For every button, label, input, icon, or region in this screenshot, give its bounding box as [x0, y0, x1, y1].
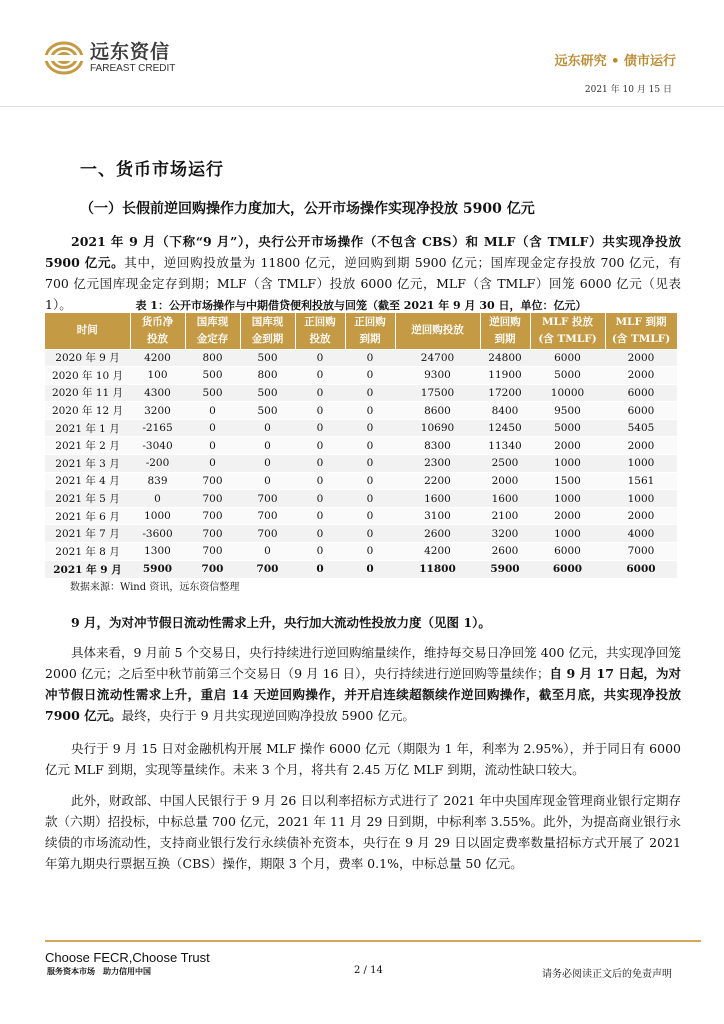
table-cell: 1000: [605, 490, 677, 508]
table-cell: 0: [295, 367, 345, 385]
table-row: [45, 349, 677, 367]
table-cell: 2021 年 1 月: [45, 419, 130, 437]
table-cell: 8400: [480, 402, 530, 420]
table-cell: 0: [345, 349, 395, 367]
table-cell: 500: [240, 349, 295, 367]
table-row: [45, 525, 677, 543]
table-cell: 500: [240, 402, 295, 420]
table-caption: 表 1：公开市场操作与中期借贷便利投放与回笼（截至 2021 年 9 月 30 日，单位：亿元）: [135, 299, 587, 312]
column-header: 逆回购到期: [480, 313, 530, 349]
table-cell: 839: [130, 472, 185, 490]
table-cell: 2000: [605, 367, 677, 385]
para3-a: 具体来看，9 月前 5 个交易日，央行持续进行逆回购缩量续作，维持每交易日净回笼 400 亿元，共实现净回笼 2000 亿元；之后至中秋节前第三个交易日（9 月 16 日），央行持续进行逆回购等量续作；: [45, 645, 681, 681]
table-cell: 700: [185, 490, 240, 508]
table-cell: 4200: [395, 543, 480, 561]
report-section: 远东研究 • 债市运行: [554, 54, 676, 69]
table-cell: 700: [240, 525, 295, 543]
table-row: [45, 560, 677, 578]
table-row: [45, 402, 677, 420]
table-cell: 2100: [480, 507, 530, 525]
table-cell: 2020 年 11 月: [45, 384, 130, 402]
table-cell: 0: [130, 490, 185, 508]
table-cell: 8600: [395, 402, 480, 420]
logo-en: FAREAST CREDIT: [90, 63, 176, 74]
table-cell: 2000: [530, 507, 605, 525]
table-cell: 2021 年 3 月: [45, 455, 130, 473]
logo-icon: [44, 40, 84, 76]
table-cell: 1000: [130, 507, 185, 525]
table-cell: 24800: [480, 349, 530, 367]
table-cell: 7000: [605, 543, 677, 561]
section-heading: 一、货币市场运行: [80, 160, 224, 180]
table-cell: 11800: [395, 560, 480, 578]
column-header: 正回购到期: [345, 313, 395, 349]
table-cell: 700: [240, 560, 295, 578]
table-cell: 0: [295, 455, 345, 473]
table-cell: 24700: [395, 349, 480, 367]
table-cell: 0: [185, 437, 240, 455]
table-cell: 0: [345, 560, 395, 578]
disclaimer-note: 请务必阅读正文后的免责声明: [542, 969, 672, 980]
table-cell: 0: [185, 455, 240, 473]
table-cell: 800: [185, 349, 240, 367]
table-cell: 2000: [605, 349, 677, 367]
table-cell: 0: [345, 437, 395, 455]
page-number: 2 / 14: [354, 965, 383, 976]
table-cell: 6000: [605, 402, 677, 420]
table-cell: 0: [345, 525, 395, 543]
column-header: 国库现金定存: [185, 313, 240, 349]
table-cell: 0: [185, 419, 240, 437]
report-date: 2021 年 10 月 15 日: [584, 85, 672, 95]
table-cell: 3200: [130, 402, 185, 420]
table-cell: 0: [295, 525, 345, 543]
table-cell: 700: [185, 543, 240, 561]
table-cell: 2200: [395, 472, 480, 490]
table-cell: 0: [345, 490, 395, 508]
table-cell: 0: [240, 437, 295, 455]
table-cell: 0: [240, 472, 295, 490]
table-cell: 3200: [480, 525, 530, 543]
table-cell: 2000: [480, 472, 530, 490]
paragraph-5: 此外，财政部、中国人民银行于 9 月 26 日以利率招标方式进行了 2021 年中央国库现金管理商业银行定期存款（六期）招投标，中标总量 700 亿元，2021 年 11 月 29 日到期，中标利率 3.55%。此外，为提高商业银行永续债的市场流动性，支持商业银行发行永续债补充资本，央行在 9 月 29 日以固定费率数量招标方式开展了 2021 年第九期央行票据互换（CBS）操作，期限 3 个月，费率 0.1%，中标总量 50 亿元。: [45, 793, 681, 871]
table-cell: 0: [240, 455, 295, 473]
table-row: [45, 419, 677, 437]
table-cell: 1500: [530, 472, 605, 490]
table-cell: 1300: [130, 543, 185, 561]
table-cell: 2600: [395, 525, 480, 543]
table-cell: 1000: [605, 455, 677, 473]
table-cell: 4000: [605, 525, 677, 543]
footer-divider: [45, 940, 701, 942]
table-cell: 5900: [130, 560, 185, 578]
table-row: [45, 455, 677, 473]
table-cell: 6000: [530, 560, 605, 578]
table-cell: 0: [345, 419, 395, 437]
table-cell: 1000: [530, 525, 605, 543]
column-header: 时间: [45, 313, 130, 349]
table-cell: 0: [295, 402, 345, 420]
para3-bold: 自 9 月 17 日起，为对冲节假日流动性需求上升，重启 14 天逆回购操作，并开启连续超额续作逆回购操作，截至月底，共实现净投放 7900 亿元。: [45, 666, 681, 723]
table-row: [45, 472, 677, 490]
table-cell: 2021 年 2 月: [45, 437, 130, 455]
table-cell: 0: [295, 560, 345, 578]
table-cell: 2020 年 10 月: [45, 367, 130, 385]
paragraph-4: 央行于 9 月 15 日对金融机构开展 MLF 操作 6000 亿元（期限为 1 年，利率为 2.95%），并于同日有 6000 亿元 MLF 到期，实现等量续作。未来 3 个月，将共有 2.45 万亿 MLF 到期，流动性缺口较大。: [45, 741, 681, 777]
logo-cn: 远东资信: [90, 41, 171, 63]
table-cell: 2000: [530, 437, 605, 455]
table-row: [45, 543, 677, 561]
table-cell: 0: [185, 402, 240, 420]
table-cell: 8300: [395, 437, 480, 455]
table-cell: 0: [295, 490, 345, 508]
table-cell: 17500: [395, 384, 480, 402]
paragraph-3: [45, 642, 681, 726]
para3-c: 最终，央行于 9 月共实现逆回购净投放 5900 亿元。: [121, 708, 415, 723]
table-cell: 0: [295, 472, 345, 490]
table-cell: 2021 年 9 月: [45, 560, 130, 578]
column-header: 货币净投放: [130, 313, 185, 349]
table-cell: 1000: [530, 455, 605, 473]
table-cell: -2165: [130, 419, 185, 437]
table-cell: -3040: [130, 437, 185, 455]
table-header-row: [45, 313, 677, 349]
table-cell: 700: [185, 472, 240, 490]
column-header: 逆回购投放: [395, 313, 480, 349]
table-cell: 2500: [480, 455, 530, 473]
footer-slogan: Choose FECR,Choose Trust: [45, 950, 210, 965]
table-cell: 700: [240, 490, 295, 508]
table-cell: 9500: [530, 402, 605, 420]
table-cell: 3100: [395, 507, 480, 525]
footer-subslogan: 服务资本市场 助力信用中国: [47, 966, 151, 976]
table-cell: 2021 年 5 月: [45, 490, 130, 508]
table-cell: 11900: [480, 367, 530, 385]
table-cell: 10690: [395, 419, 480, 437]
table-cell: 4200: [130, 349, 185, 367]
table-cell: 6000: [605, 384, 677, 402]
column-header: 国库现金到期: [240, 313, 295, 349]
table-cell: 2021 年 7 月: [45, 525, 130, 543]
paragraph-2: 9 月，为对冲节假日流动性需求上升，央行加大流动性投放力度（见图 1）。: [71, 615, 491, 630]
table-cell: 500: [185, 367, 240, 385]
table-cell: 500: [185, 384, 240, 402]
table-cell: 0: [345, 402, 395, 420]
table-cell: 800: [240, 367, 295, 385]
table-source: 数据来源：Wind 资讯，远东资信整理: [70, 582, 240, 593]
table-cell: 700: [240, 507, 295, 525]
table-cell: 5900: [480, 560, 530, 578]
table-cell: -200: [130, 455, 185, 473]
table-cell: 0: [240, 543, 295, 561]
table-cell: 6000: [605, 560, 677, 578]
table-cell: 11340: [480, 437, 530, 455]
table-cell: 10000: [530, 384, 605, 402]
table-row: [45, 384, 677, 402]
table-cell: 6000: [530, 543, 605, 561]
table-cell: -3600: [130, 525, 185, 543]
table-row: [45, 490, 677, 508]
table-cell: 100: [130, 367, 185, 385]
table-cell: 2021 年 8 月: [45, 543, 130, 561]
table-cell: 2000: [605, 507, 677, 525]
table-cell: 5000: [530, 367, 605, 385]
table-row: [45, 507, 677, 525]
table-cell: 2600: [480, 543, 530, 561]
table-cell: 700: [185, 525, 240, 543]
table-cell: 2020 年 9 月: [45, 349, 130, 367]
column-header: 正回购投放: [295, 313, 345, 349]
table-cell: 1600: [480, 490, 530, 508]
table-cell: 0: [295, 437, 345, 455]
table-cell: 12450: [480, 419, 530, 437]
table-cell: 4300: [130, 384, 185, 402]
table-row: [45, 367, 677, 385]
company-logo: [44, 40, 175, 76]
table-cell: 0: [295, 384, 345, 402]
table-cell: 0: [345, 455, 395, 473]
table-cell: 0: [240, 419, 295, 437]
subsection-heading: （一）长假前逆回购操作力度加大，公开市场操作实现净投放 5900 亿元: [80, 201, 535, 217]
table-cell: 500: [240, 384, 295, 402]
table-cell: 9300: [395, 367, 480, 385]
table-cell: 6000: [530, 349, 605, 367]
header-divider: [0, 106, 724, 107]
table-cell: 0: [345, 472, 395, 490]
table-cell: 700: [185, 560, 240, 578]
table-cell: 5405: [605, 419, 677, 437]
table-cell: 2000: [605, 437, 677, 455]
table-cell: 700: [185, 507, 240, 525]
table-cell: 1600: [395, 490, 480, 508]
table-cell: 17200: [480, 384, 530, 402]
table-cell: 2021 年 6 月: [45, 507, 130, 525]
table-cell: 0: [345, 367, 395, 385]
table-cell: 0: [345, 543, 395, 561]
column-header: MLF 到期(含 TMLF): [605, 313, 677, 349]
table-cell: 2021 年 4 月: [45, 472, 130, 490]
table-cell: 2020 年 12 月: [45, 402, 130, 420]
table-row: [45, 437, 677, 455]
operations-table: [45, 313, 678, 578]
para1-rest: 其中，逆回购投放量为 11800 亿元，逆回购到期 5900 亿元；国库现金定存投放 700 亿元，有 700 亿元国库现金定存到期；MLF（含 TMLF）投放 6000 亿元，MLF（含 TMLF）回笼 6000 亿元（见表 1）。: [45, 255, 681, 312]
table-cell: 0: [345, 384, 395, 402]
table-cell: 0: [295, 419, 345, 437]
table-cell: 0: [295, 543, 345, 561]
table-cell: 0: [295, 349, 345, 367]
table-cell: 0: [295, 507, 345, 525]
para1-bold: 2021 年 9 月（下称“9 月”），央行公开市场操作（不包含 CBS）和 MLF（含 TMLF）共实现净投放 5900 亿元。: [45, 234, 681, 270]
column-header: MLF 投放(含 TMLF): [530, 313, 605, 349]
table-cell: 0: [345, 507, 395, 525]
table-cell: 1561: [605, 472, 677, 490]
table-cell: 5000: [530, 419, 605, 437]
table-cell: 2300: [395, 455, 480, 473]
table-cell: 1000: [530, 490, 605, 508]
